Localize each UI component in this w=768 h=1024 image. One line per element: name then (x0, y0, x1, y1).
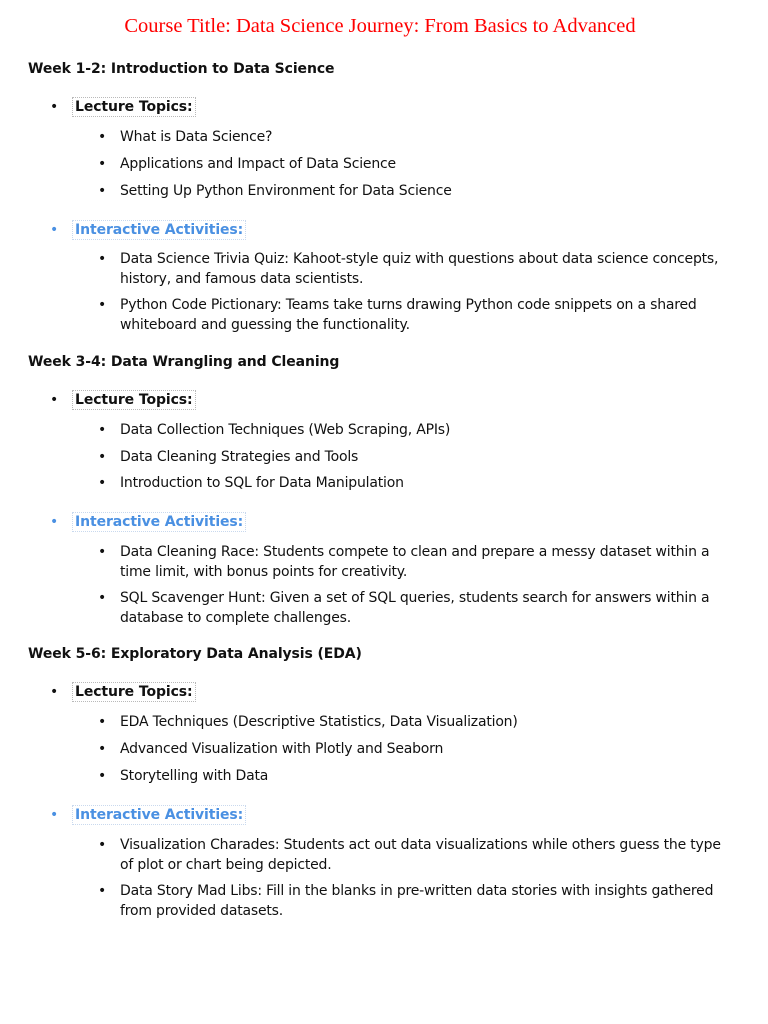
bullet-icon: • (98, 714, 107, 730)
list-item (98, 588, 738, 628)
bullet-icon: • (50, 392, 59, 408)
activity-text: SQL Scavenger Hunt: Given a set of SQL queries, students search for answers within a database to complete challenges. (120, 590, 710, 626)
list-item (98, 766, 738, 786)
bullet-icon: • (98, 741, 107, 757)
list-item (98, 712, 738, 732)
bullet-icon: • (98, 183, 107, 199)
lecture-topic-text: EDA Techniques (Descriptive Statistics, Data Visualization) (120, 714, 518, 730)
bullet-icon: • (50, 684, 59, 700)
bullet-icon: • (98, 422, 107, 438)
lecture-topic-text: Applications and Impact of Data Science (120, 156, 396, 172)
lecture-topic-text: Introduction to SQL for Data Manipulation (120, 475, 404, 491)
interactive-activities-label: Interactive Activities: (72, 220, 246, 240)
interactive-activities-label: Interactive Activities: (72, 805, 246, 825)
lecture-topic-text: What is Data Science? (120, 129, 273, 145)
bullet-icon: • (98, 768, 107, 784)
lecture-topic-text: Data Collection Techniques (Web Scraping, APIs) (120, 422, 451, 438)
week-heading: Week 1-2: Introduction to Data Science (28, 61, 335, 77)
list-item (98, 295, 738, 335)
bullet-icon: • (98, 883, 107, 899)
list-item (98, 154, 738, 174)
bullet-icon: • (50, 222, 59, 238)
lecture-topic-text: Setting Up Python Environment for Data Science (120, 183, 452, 199)
bullet-icon: • (98, 251, 107, 267)
list-item (98, 249, 738, 289)
lecture-topics-label: Lecture Topics: (72, 390, 196, 410)
list-item (98, 739, 738, 759)
bullet-icon: • (98, 449, 107, 465)
bullet-icon: • (50, 99, 59, 115)
bullet-icon: • (98, 590, 107, 606)
activity-text: Python Code Pictionary: Teams take turns drawing Python code snippets on a shared whiteboard and guessing the functionality. (120, 297, 697, 333)
interactive-activities-label: Interactive Activities: (72, 512, 246, 532)
week-heading: Week 3-4: Data Wrangling and Cleaning (28, 354, 340, 370)
list-item (98, 542, 738, 582)
list-item (98, 181, 738, 201)
bullet-icon: • (50, 807, 59, 823)
activity-text: Data Story Mad Libs: Fill in the blanks in pre-written data stories with insights gathered from provided datasets. (120, 883, 714, 919)
lecture-topic-text: Advanced Visualization with Plotly and Seaborn (120, 741, 444, 757)
page-title: Course Title: Data Science Journey: From Basics to Advanced (124, 15, 636, 37)
bullet-icon: • (98, 475, 107, 491)
week-heading: Week 5-6: Exploratory Data Analysis (EDA) (28, 646, 362, 662)
bullet-icon: • (98, 129, 107, 145)
list-item (98, 127, 738, 147)
lecture-topics-label: Lecture Topics: (72, 97, 196, 117)
bullet-icon: • (98, 837, 107, 853)
list-item (98, 420, 738, 440)
activity-text: Data Cleaning Race: Students compete to clean and prepare a messy dataset within a time limit, with bonus points for creativity. (120, 544, 710, 580)
bullet-icon: • (50, 514, 59, 530)
list-item (98, 473, 738, 493)
bullet-icon: • (98, 544, 107, 560)
bullet-icon: • (98, 297, 107, 313)
lecture-topics-label: Lecture Topics: (72, 682, 196, 702)
list-item (98, 447, 738, 467)
bullet-icon: • (98, 156, 107, 172)
activity-text: Data Science Trivia Quiz: Kahoot-style quiz with questions about data science concepts, history, and famous data scientists. (120, 251, 719, 287)
lecture-topic-text: Data Cleaning Strategies and Tools (120, 449, 359, 465)
lecture-topic-text: Storytelling with Data (120, 768, 269, 784)
list-item (98, 835, 738, 875)
activity-text: Visualization Charades: Students act out data visualizations while others guess the type of plot or chart being depicted. (120, 837, 721, 873)
list-item (98, 881, 738, 921)
